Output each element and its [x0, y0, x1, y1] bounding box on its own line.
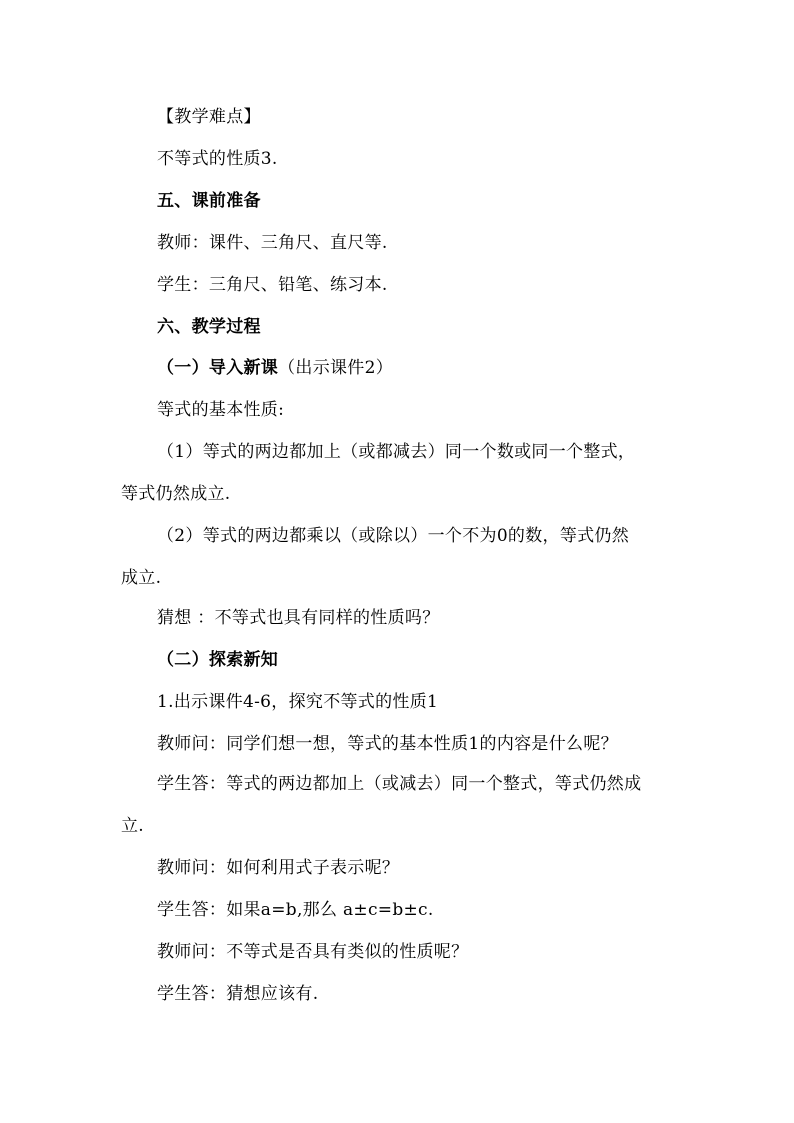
section-heading-preparation: 五、课前准备 — [157, 191, 261, 211]
section-heading-process: 六、教学过程 — [157, 317, 261, 337]
paragraph: （2）等式的两边都乘以（或除以）一个不为0的数，等式仍然 — [157, 526, 630, 546]
paragraph: （1）等式的两边都加上（或都减去）同一个数或同一个整式， — [157, 442, 636, 462]
paragraph: 教师问：如何利用式子表示呢？ — [157, 858, 400, 878]
subsection-heading-note: （出示课件2） — [278, 358, 394, 378]
paragraph: 1.出示课件4-6，探究不等式的性质1 — [157, 692, 439, 712]
subsection-heading-bold: （一）导入新课 — [157, 358, 279, 378]
paragraph-continuation: 等式仍然成立. — [121, 484, 231, 504]
paragraph: 教师：课件、三角尺、直尺等. — [157, 233, 388, 253]
subsection-heading-explore: （二）探索新知 — [157, 650, 279, 670]
paragraph: 学生答：如果a=b,那么 a±c=b±c. — [157, 900, 434, 920]
subsection-heading-intro — [157, 357, 393, 379]
heading-teaching-difficulty: 【教学难点】 — [157, 107, 261, 127]
paragraph: 猜想 ：不等式也具有同样的性质吗？ — [157, 608, 440, 628]
paragraph: 学生答：等式的两边都加上（或减去）同一个整式，等式仍然成 — [157, 774, 642, 794]
paragraph: 等式的基本性质: — [157, 400, 285, 420]
paragraph-continuation: 成立. — [121, 568, 162, 588]
paragraph: 教师问：同学们想一想，等式的基本性质1的内容是什么呢？ — [157, 734, 618, 754]
paragraph: 学生答：猜想应该有. — [157, 984, 319, 1004]
paragraph: 不等式的性质3. — [157, 149, 278, 169]
paragraph: 学生：三角尺、铅笔、练习本. — [157, 275, 388, 295]
paragraph-continuation: 立. — [121, 816, 145, 836]
paragraph: 教师问：不等式是否具有类似的性质呢？ — [157, 942, 469, 962]
